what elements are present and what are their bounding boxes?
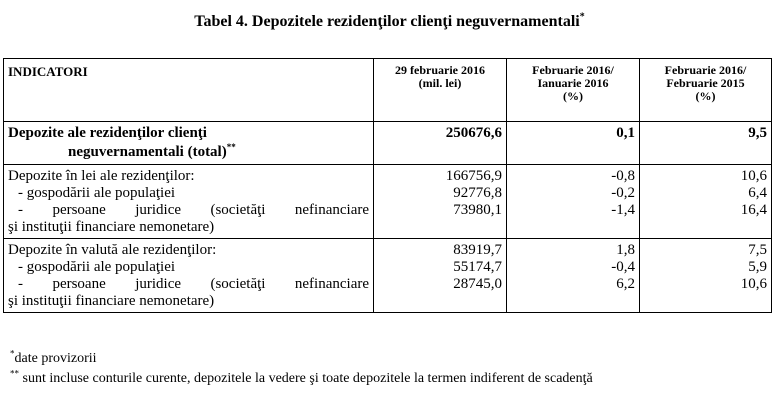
header-col-mom-line3: (%) (563, 89, 583, 103)
header-col-value-line2: (mil. lei) (418, 76, 462, 90)
valuta-row-total-yoy: 7,5 (748, 242, 767, 258)
lei-row-legal-value: 73980,1 (453, 202, 502, 218)
table-title (0, 12, 779, 32)
lei-row-total-value: 166756,9 (445, 168, 502, 184)
footnote-1-mark: * (10, 348, 15, 359)
lei-row-total-mom: -0,8 (611, 168, 635, 184)
valuta-row-legal-label: - persoane juridice (societăţi nefinanciare (18, 276, 369, 292)
total-label-line2 (8, 143, 369, 162)
total-label-line1: Depozite ale rezidenţilor clienţi (8, 125, 207, 141)
lei-row-households-mom: -0,2 (611, 185, 635, 201)
total-mom: 0,1 (507, 122, 640, 165)
lei-row-legal-yoy: 16,4 (740, 202, 767, 218)
lei-values (374, 165, 507, 239)
total-yoy: 9,5 (640, 122, 772, 165)
header-col-mom-line1: Februarie 2016/ (532, 63, 614, 77)
header-col-yoy-line3: (%) (695, 89, 716, 103)
header-col-yoy-line2: Februarie 2015 (666, 76, 745, 90)
lei-section-row (4, 165, 772, 239)
lei-row-legal-mom: -1,4 (611, 202, 635, 218)
header-col-mom (507, 59, 640, 122)
valuta-row-legal-label-cont: şi instituţii financiare nemonetare) (8, 293, 215, 309)
total-value: 250676,6 (374, 122, 507, 165)
valuta-row-total-mom: 1,8 (616, 242, 635, 258)
valuta-labels (4, 239, 374, 313)
lei-row-legal-label: - persoane juridice (societăţi nefinanciare (18, 202, 369, 218)
header-col-yoy-line1: Februarie 2016/ (664, 63, 747, 77)
valuta-row-households-label: - gospodării ale populaţiei (18, 259, 176, 275)
lei-row-households-value: 92776,8 (453, 185, 502, 201)
lei-mom (507, 165, 640, 239)
footnotes (10, 349, 593, 389)
footnote-1-text: date provizorii (14, 351, 97, 366)
footnote-1 (10, 349, 593, 369)
header-col-value-line1: 29 februarie 2016 (395, 63, 485, 77)
valuta-section-row (4, 239, 772, 313)
total-label (4, 122, 374, 165)
lei-row-households-label: - gospodării ale populaţiei (18, 185, 176, 201)
lei-row-total-label: Depozite în lei ale rezidenţilor: (8, 168, 195, 184)
valuta-row-households-yoy: 5,9 (748, 259, 767, 275)
valuta-row-total-label: Depozite în valută ale rezidenţilor: (8, 242, 217, 258)
header-col-value (374, 59, 507, 122)
table-title-text: Tabel 4. Depozitele rezidenţilor clienţi neguvernamentali (194, 13, 580, 30)
total-footnote-mark: ** (226, 142, 236, 152)
lei-row-total-yoy: 10,6 (740, 168, 767, 184)
total-label-line2-text: neguvernamentali (total) (68, 144, 227, 160)
footnote-2-mark: ** (10, 368, 19, 379)
valuta-row-legal-value: 28745,0 (453, 276, 502, 292)
valuta-mom (507, 239, 640, 313)
header-col-yoy (640, 59, 772, 122)
footnote-2 (10, 369, 593, 389)
title-footnote-mark: * (579, 11, 585, 23)
lei-row-legal-label-cont: şi instituţii financiare nemonetare) (8, 219, 215, 235)
valuta-row-legal-yoy: 10,6 (740, 276, 767, 292)
lei-labels (4, 165, 374, 239)
valuta-row-total-value: 83919,7 (453, 242, 502, 258)
valuta-values (374, 239, 507, 313)
valuta-row-households-value: 55174,7 (453, 259, 502, 275)
total-row (4, 122, 772, 165)
valuta-yoy (640, 239, 772, 313)
valuta-row-legal-mom: 6,2 (616, 276, 635, 292)
lei-yoy (640, 165, 772, 239)
valuta-row-households-mom: -0,4 (611, 259, 635, 275)
lei-row-households-yoy: 6,4 (748, 185, 767, 201)
header-col-mom-line2: Ianuarie 2016 (537, 76, 609, 90)
header-row (4, 59, 772, 122)
header-indicator: INDICATORI (4, 59, 374, 122)
deposits-table (3, 58, 772, 313)
footnote-2-text: sunt incluse conturile curente, depozitele la vedere şi toate depozitele la termen indiferent de scadenţă (19, 371, 593, 386)
